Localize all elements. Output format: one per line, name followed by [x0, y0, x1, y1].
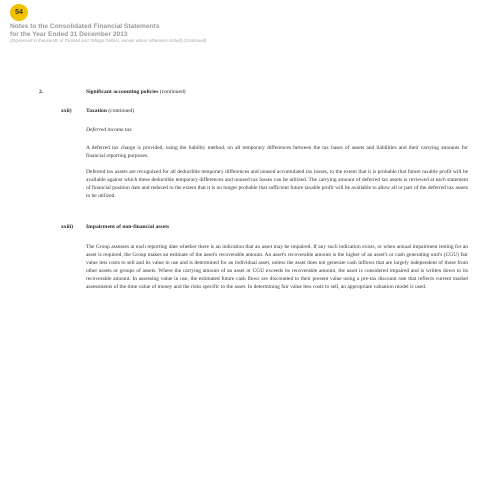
section-number: 2.	[39, 89, 44, 95]
subsection-xxii-title-text: Taxation	[86, 108, 107, 114]
deferred-tax-paragraph-2: Deferred tax assets are recognized for all deductible temporary differences and unused accumulated tax losses, to the extent that it is probable that future taxable profit will be available against which these deductible temporary differences and unused tax losses can be utilized. The carrying amount of deferred tax assets is reviewed at each statement of financial position date and reduced to the extent that it is no longer probable that sufficient future taxable profit will be available to allow all or part of the deferred tax assets to be utilized.	[86, 169, 468, 200]
page-number: 54	[15, 9, 23, 16]
page-number-badge	[10, 4, 28, 21]
section-title	[86, 89, 186, 95]
page-header	[10, 23, 310, 44]
subsection-xxii-title	[86, 108, 134, 114]
subsection-xxiii-number: xxiii)	[61, 224, 74, 230]
deferred-tax-paragraph-1: A deferred tax charge is provided, using the liability method, on all temporary differences between the tax bases of assets and liabilities and their carrying amounts for financial reporting purposes.	[86, 145, 468, 160]
section-title-text: Significant accounting policies	[86, 89, 159, 95]
section-title-suffix: (continued)	[159, 89, 186, 95]
subsection-xxii-number: xxii)	[61, 108, 72, 114]
header-subtitle: (Expressed in thousands of Trinidad and Tobago Dollars, except where otherwise stated) (Continued)	[10, 38, 207, 44]
deferred-income-tax-heading: Deferred income tax	[86, 127, 132, 133]
impairment-paragraph: The Group assesses at each reporting date whether there is an indication that an asset may be impaired. If any such indication exists, or when annual impairment testing for an asset is required, the Group makes an estimate of the asset's recoverable amount. An asset's recoverable amount is the higher of an asset's or cash generating unit's (CGU) fair value less costs to sell and its value in use and is determined for an individual asset, unless the asset does not generate cash inflows that are largely independent of those from other assets or groups of assets. Where the carrying amount of an asset or CGU exceeds its recoverable amount, the asset is considered impaired and is written down to its recoverable amount. In assessing value in use, the estimated future cash flows are discounted to their present value using a pre-tax discount rate that reflects current market assessments of the time value of money and the risks specific to the asset. In determining fair value less costs to sell, an appropriate valuation model is used.	[86, 244, 468, 291]
subsection-xxiii-title: Impairment of non-financial assets	[86, 224, 170, 230]
header-title-line2: for the Year Ended 31 December 2013	[10, 30, 128, 38]
header-title-line1: Notes to the Consolidated Financial Statements	[10, 23, 160, 30]
subsection-xxii-title-suffix: (continued)	[108, 108, 135, 114]
